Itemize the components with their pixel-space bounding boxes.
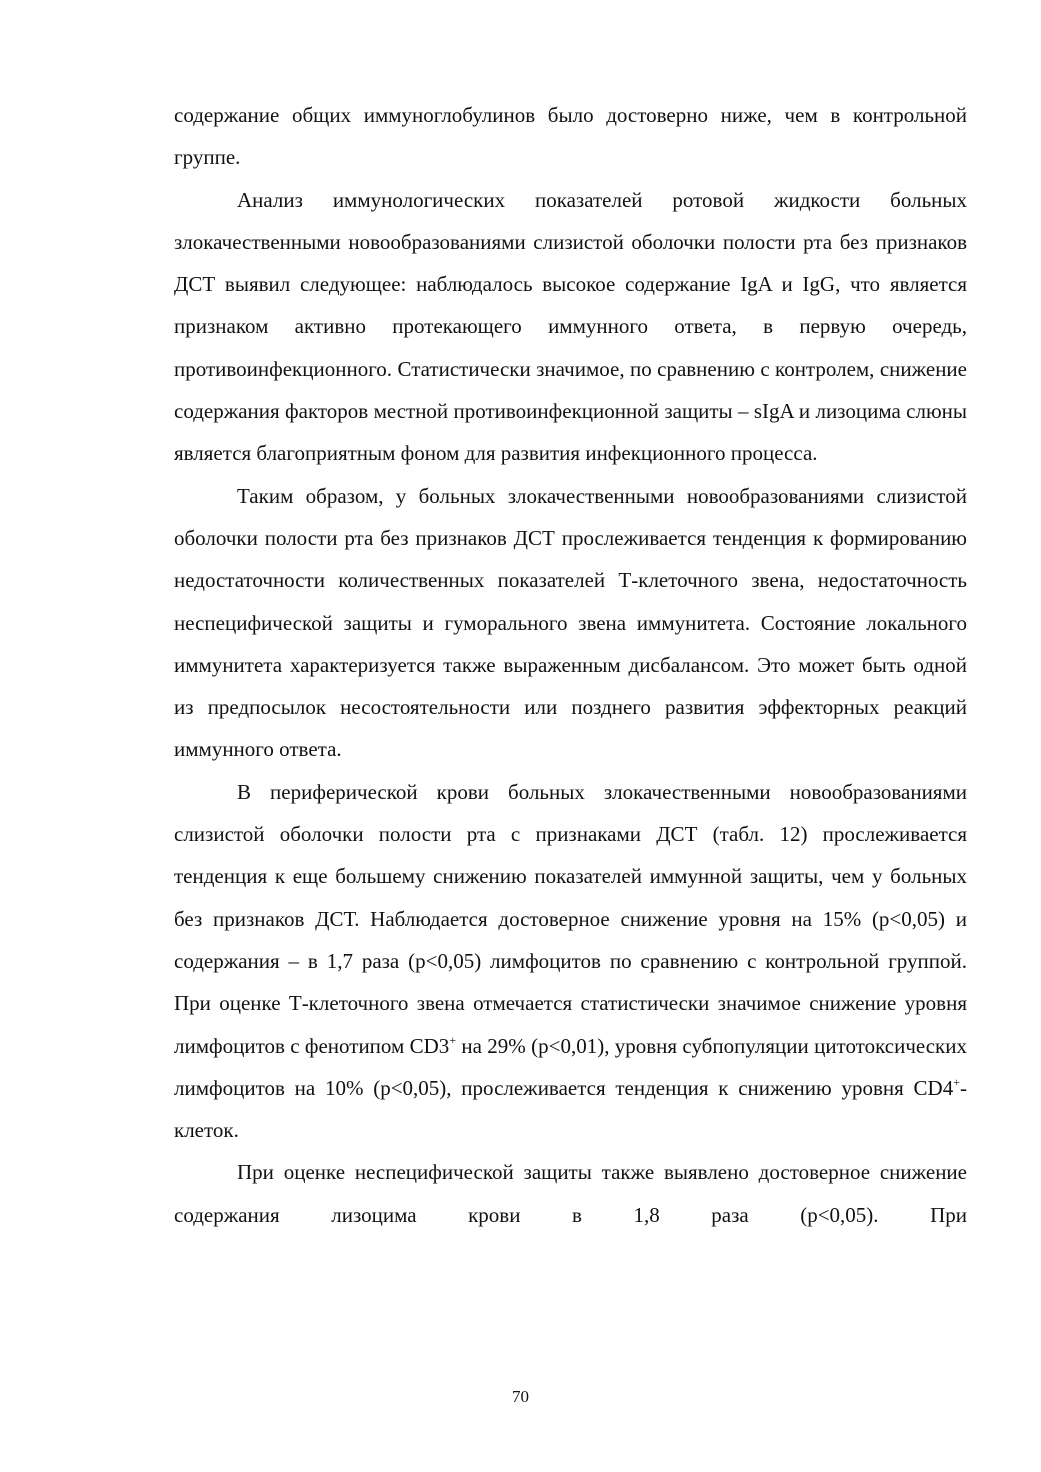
paragraph-4-part-3: -клеток. <box>174 1075 967 1143</box>
paragraph-4-part-1: В периферической крови больных злокачественными новообразованиями слизистой оболочки полости рта с признаками ДСТ (табл. 12) прослеживается тенденция к еще большему снижению показателей иммунной защиты, чем у больных без признаков ДСТ. Наблюдается достоверное снижение уровня на 15% (p<0,05) и содержания – в 1,7 раза (p<0,05) лимфоцитов по сравнению с контрольной группой. При оценке Т-клеточного звена отмечается статистически значимое снижение уровня лимфоцитов с фенотипом CD3 <box>174 779 967 1058</box>
paragraph-4-part-2: на 29% (p<0,01), уровня субпопуляции цитотоксических лимфоцитов на 10% (p<0,05), прослеживается тенденция к снижению уровня CD4 <box>174 1033 967 1100</box>
paragraph-1: содержание общих иммуноглобулинов было достоверно ниже, чем в контрольной группе. <box>174 103 967 170</box>
paragraph-3: Таким образом, у больных злокачественными новообразованиями слизистой оболочки полости рта без признаков ДСТ прослеживается тенденция к формированию недостаточности количественных показателей Т-клеточного звена, недостаточность неспецифической защиты и гуморального звена иммунитета. Состояние локального иммунитета характеризуется также выраженным дисбалансом. Это может быть одной из предпосылок несостоятельности или позднего развития эффекторных реакций иммунного ответа. <box>174 483 967 762</box>
document-body <box>174 94 967 1236</box>
superscript-plus-1: + <box>449 1032 457 1047</box>
paragraph-4 <box>174 771 967 1152</box>
page-number: 70 <box>512 1387 529 1406</box>
paragraph-5: При оценке неспецифической защиты также выявлено достоверное снижение содержания лизоцима крови в 1,8 раза (p<0,05). При <box>174 1160 967 1227</box>
paragraph-2: Анализ иммунологических показателей ротовой жидкости больных злокачественными новообразованиями слизистой оболочки полости рта без признаков ДСТ выявил следующее: наблюдалось высокое содержание IgA и IgG, что является признаком активно протекающего иммунного ответа, в первую очередь, противоинфекционного. Статистически значимое, по сравнению с контролем, снижение содержания факторов местной противоинфекционной защиты – sIgA и лизоцима слюны является благоприятным фоном для развития инфекционного процесса. <box>174 187 967 466</box>
superscript-plus-2: + <box>953 1074 960 1089</box>
